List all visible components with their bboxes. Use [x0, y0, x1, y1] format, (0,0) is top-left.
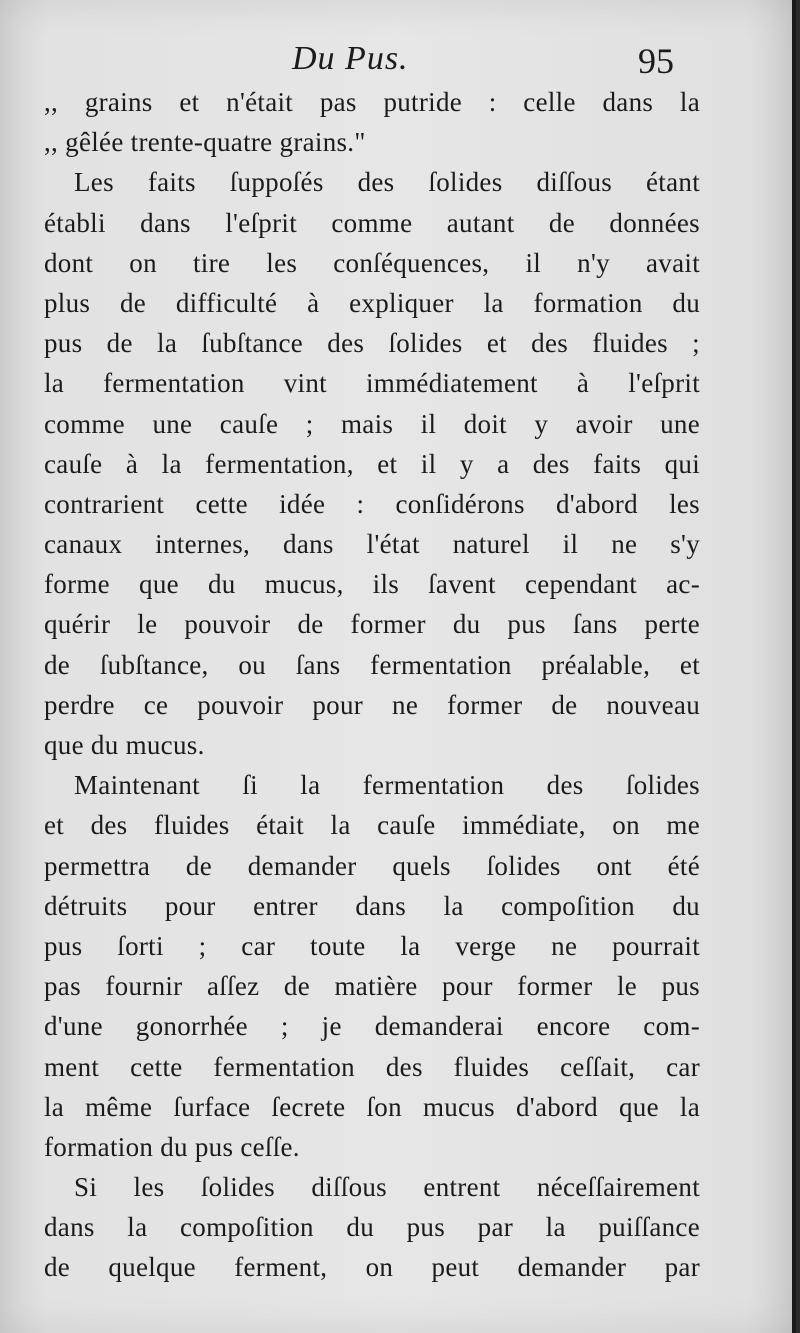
page-number: 95: [638, 41, 674, 81]
text-line: ment cette fermentation des fluides ceſſait, car: [44, 1051, 700, 1082]
text-line: d'une gonorrhée ; je demanderai encore com-: [44, 1011, 700, 1042]
text-line: détruits pour entrer dans la compoſition du: [44, 890, 700, 921]
text-line: perdre ce pouvoir pour ne former de nouveau: [44, 689, 700, 720]
paragraph: [44, 162, 700, 765]
text-line: que du mucus.: [44, 730, 205, 760]
text-line: pas fournir aſſez de matière pour former le pus: [44, 971, 700, 1002]
text-line: et des fluides était la cauſe immédiate, on me: [44, 810, 700, 841]
text-line: de quelque ferment, on peut demander par: [44, 1252, 700, 1283]
paragraph: [44, 1167, 700, 1288]
running-title: Du Pus.: [292, 40, 409, 77]
text-line: permettra de demander quels ſolides ont été: [44, 850, 700, 881]
paragraph: [44, 765, 700, 1167]
text-line: ,, grains et n'était pas putride : celle dans la: [44, 87, 700, 117]
text-line: dans la compoſition du pus par la puiſſance: [44, 1212, 700, 1243]
text-line: contrarient cette idée : conſidérons d'abord les: [44, 488, 700, 519]
text-line: plus de difficulté à expliquer la formation du: [44, 287, 700, 318]
text-line: canaux internes, dans l'état naturel il ne s'y: [44, 529, 700, 560]
text-line: établi dans l'eſprit comme autant de données: [44, 207, 700, 238]
text-line: quérir le pouvoir de former du pus ſans perte: [44, 609, 700, 640]
text-line: formation du pus ceſſe.: [44, 1131, 300, 1162]
text-line: pus ſorti ; car toute la verge ne pourrait: [44, 930, 700, 961]
page-edge: [792, 0, 796, 1333]
text-line: forme que du mucus, ils ſavent cependant ac-: [44, 569, 700, 600]
text-line: la fermentation vint immédiatement à l'eſprit: [44, 368, 700, 399]
text-line: de ſubſtance, ou ſans fermentation préalable, et: [44, 649, 700, 680]
body-text: [44, 82, 700, 1288]
text-line: ,, gêlée trente-quatre grains.": [44, 127, 366, 158]
paragraph: [44, 82, 700, 162]
text-line: pus de la ſubſtance des ſolides et des fluides ;: [44, 328, 700, 359]
text-line: comme une cauſe ; mais il doit y avoir une: [44, 408, 700, 439]
text-line: Les faits ſuppoſés des ſolides diſſous étant: [74, 167, 700, 198]
text-line: Maintenant ſi la fermentation des ſolides: [74, 770, 700, 801]
text-line: cauſe à la fermentation, et il y a des faits qui: [44, 448, 700, 479]
text-line: dont on tire les conſéquences, il n'y avait: [44, 247, 700, 278]
text-line: la même ſurface ſecrete ſon mucus d'abord que la: [44, 1091, 700, 1122]
text-line: Si les ſolides diſſous entrent néceſſairement: [74, 1172, 700, 1203]
